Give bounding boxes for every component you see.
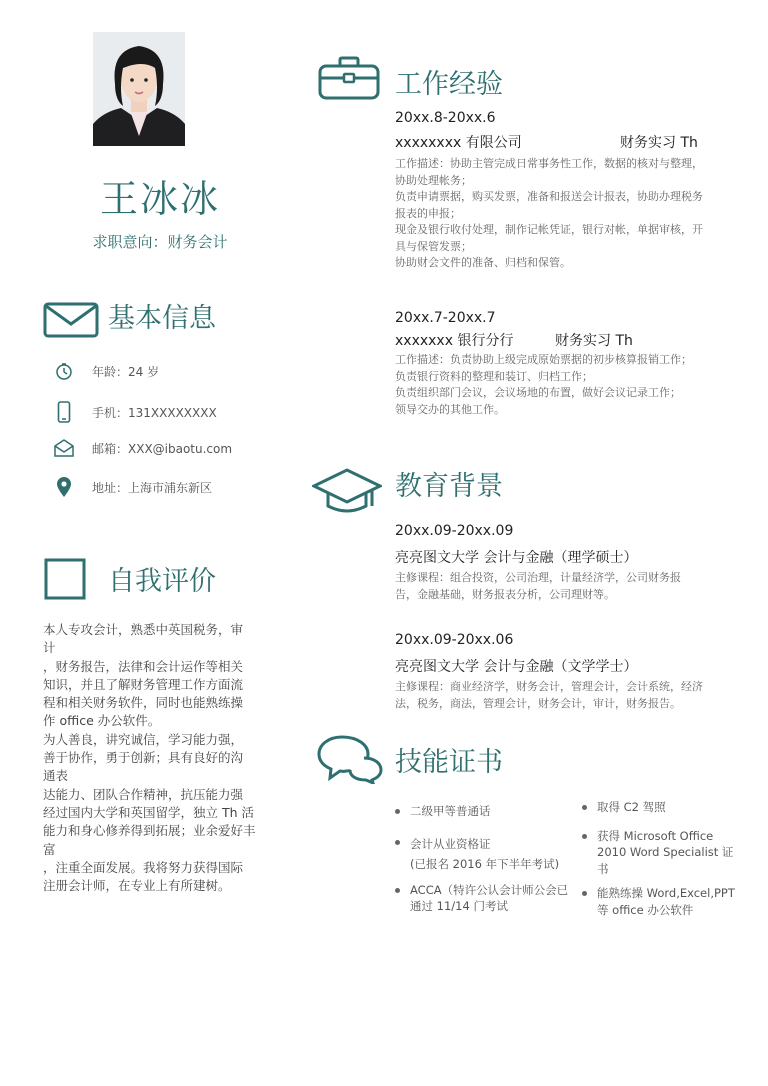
education-school: 亮亮图文大学 会计与金融（文学学士） [395, 659, 638, 675]
info-age-text: 年龄：24 岁 [92, 364, 160, 379]
bullet-icon [395, 809, 400, 814]
info-phone-text: 手机：131XXXXXXXX [92, 405, 217, 420]
job-role: 财务实习 Th [620, 135, 698, 151]
education-entry [395, 523, 735, 603]
work-title: 工作经验 [395, 69, 503, 100]
bullet-icon [582, 891, 587, 896]
info-phone [52, 401, 282, 423]
job-objective: 求职意向：财务会计 [92, 233, 228, 251]
info-address [52, 476, 282, 498]
education-entry [395, 632, 735, 712]
bullet-icon [395, 888, 400, 893]
skill-item: 能熟练操 Word,Excel,PPT 等 office 办公软件 [582, 885, 742, 918]
speech-bubbles-icon [316, 734, 384, 788]
education-school: 亮亮图文大学 会计与金融（理学硕士） [395, 550, 638, 566]
candidate-name: 王冰冰 [99, 177, 220, 221]
stopwatch-icon [52, 360, 76, 382]
self-eval-text: 本人专攻会计，熟悉中英国税务，审 计 ，财务报告，法律和会计运作等相关 知识，并且了解财务管理工作方面流 程和相关财务软件，同时也能熟练操 作 office 办公软件。 为人善良，讲究诚信，学习能力强， 善于协作，勇于创新；具有良好的沟 通表 达能力、团队合作精神，抗压能力强 经过国内大学和英国留学，独立 Th 活 能力和身心修养得到拓展；业余爱好丰 富 ，注重全面发展。我将努力获得国际 注册会计师，在专业上有所建树。 [43, 622, 256, 894]
skill-item: 取得 C2 驾照 [582, 799, 742, 816]
bullet-icon [582, 834, 587, 839]
education-description: 主修课程：组合投资，公司治理，计量经济学，公司财务报 告，金融基础，财务报表分析，公司理财等。 [395, 571, 681, 601]
job-heading [395, 330, 735, 350]
skill-item: 二级甲等普通话 [395, 803, 575, 820]
skills-left-list [395, 803, 575, 915]
graduation-cap-icon [312, 466, 382, 520]
job-role: 财务实习 Th [555, 333, 633, 349]
basic-info-title: 基本信息 [108, 303, 216, 334]
education-date: 20xx.09-20xx.06 [395, 632, 514, 648]
location-pin-icon [52, 476, 76, 498]
skill-item: ACCA（特许公认会计师公会已 通过 11/14 门考试 [395, 882, 575, 915]
info-email-text: 邮箱：XXX@ibaotu.com [92, 441, 233, 456]
skill-item: 会计从业资格证 (已报名 2016 年下半年考试) [395, 834, 575, 874]
education-title: 教育背景 [395, 471, 503, 502]
job-entry [395, 110, 735, 272]
square-section-icon [44, 558, 86, 604]
skills-right-list [582, 799, 742, 918]
job-description: 工作描述：协助主管完成日常事务性工作，数据的核对与整理， 协助处理帐务； 负责申请票据，购买发票，准备和报送会计报表，协助办理税务 报表的申报； 现金及银行收付处理，制作记帐凭证，银行对帐，单据审核，开 具与保管发票； 协助财会文件的准备、归档和保管。 [395, 157, 703, 269]
info-age [52, 360, 282, 382]
job-date: 20xx.8-20xx.6 [395, 110, 496, 126]
envelope-icon [52, 437, 76, 459]
self-eval-title: 自我评价 [108, 566, 216, 597]
briefcase-icon [318, 56, 380, 104]
info-email [52, 437, 282, 459]
bullet-icon [395, 840, 400, 845]
job-date: 20xx.7-20xx.7 [395, 310, 496, 326]
info-address-text: 地址：上海市浦东新区 [92, 480, 213, 495]
envelope-section-icon [43, 302, 99, 342]
job-entry [395, 310, 735, 418]
job-description: 工作描述：负责协助上级完成原始票据的初步核算报销工作； 负责银行资料的整理和装订、归档工作； 负责组织部门会议，会议场地的布置，做好会议记录工作； 领导交办的其他工作。 [395, 353, 692, 416]
job-company: xxxxxxxx 有限公司 [395, 135, 522, 151]
education-date: 20xx.09-20xx.09 [395, 523, 514, 539]
education-description: 主修课程：商业经济学，财务会计，管理会计，会计系统，经济 法，税务，商法，管理会计，财务会计，审计，财务报告。 [395, 680, 703, 710]
skills-title: 技能证书 [395, 747, 503, 778]
job-company: xxxxxxx 银行分行 [395, 333, 514, 349]
bullet-icon [582, 805, 587, 810]
mobile-phone-icon [52, 401, 76, 423]
skill-item: 获得 Microsoft Office 2010 Word Specialist 证 书 [582, 828, 742, 878]
profile-photo [93, 32, 185, 146]
job-heading [395, 132, 735, 152]
